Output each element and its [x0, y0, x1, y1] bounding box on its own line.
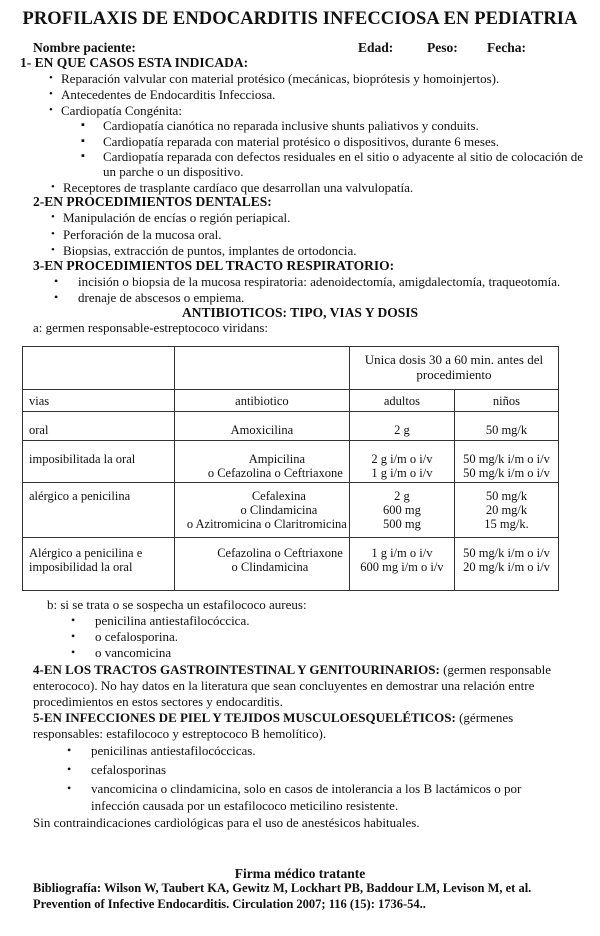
staph-item: • o cefalosporina.	[95, 629, 178, 644]
section4-text: procedimientos en estos sectores y endocarditis.	[33, 694, 283, 709]
section5-item-continuation: infección causada por un estafilococo meticilino resistente.	[91, 798, 399, 813]
table-header-row	[23, 347, 559, 390]
table-row: oral Amoxicilina 2 g 50 mg/k	[23, 412, 559, 441]
weight-label: Peso:	[427, 40, 458, 55]
section5-paragraph: 5-EN INFECCIONES DE PIEL Y TEJIDOS MUSCULOESQUELÉTICOS: (gérmenes	[33, 710, 514, 725]
subheading-a: a: germen responsable-estreptococo viridans:	[33, 320, 268, 335]
section5-item: • penicilinas antiestafilocóccicas.	[91, 743, 256, 758]
subheading-b: b: si se trata o se sospecha un estafilococo aureus:	[47, 597, 307, 612]
section4-paragraph: 4-EN LOS TRACTOS GASTROINTESTINAL Y GENITOURINARIOS: (germen responsable	[33, 662, 552, 677]
column-header-vias: vias	[23, 390, 175, 412]
age-label: Edad:	[358, 40, 394, 55]
section1-subitem: ▪ Cardiopatía reparada con defectos residuales en el sitio o adyacente al sitio de colocación de	[103, 149, 583, 164]
section1-item: • Receptores de trasplante cardíaco que desarrollan una valvulopatía.	[63, 180, 413, 195]
section5-item: • cefalosporinas	[91, 762, 166, 777]
section3-heading: 3-EN PROCEDIMIENTOS DEL TRACTO RESPIRATORIO:	[33, 258, 395, 273]
antibiotics-table	[22, 346, 559, 591]
section5-text: responsables: estafilococo y estreptococo B hemolítico).	[33, 726, 327, 741]
staph-item: • o vancomicina	[95, 645, 171, 660]
section1-subitem-continuation: un parche o un dispositivo.	[103, 164, 244, 179]
section1-heading: 1- EN QUE CASOS ESTA INDICADA:	[20, 55, 249, 70]
dose-header: Unica dosis 30 a 60 min. antes del procedimiento	[349, 347, 558, 390]
section1-item: • Reparación valvular con material protésico (mecánicas, bioprótesis y homoinjertos).	[61, 71, 499, 86]
column-header-antibiotico: antibiotico	[174, 390, 349, 412]
section2-item: • Manipulación de encías o región periapical.	[63, 210, 290, 225]
staph-item: • penicilina antiestafilocóccica.	[95, 613, 249, 628]
section2-item: • Biopsias, extracción de puntos, implantes de ortodoncia.	[63, 243, 357, 258]
signature-label: Firma médico tratante	[234, 866, 366, 881]
patient-name-label: Nombre paciente:	[33, 40, 136, 55]
section1-item: • Antecedentes de Endocarditis Infecciosa.	[61, 87, 275, 102]
section3-item: • incisión o biopsia de la mucosa respiratoria: adenoidectomía, amigdalectomía, traqueotomía.	[78, 274, 560, 289]
document-title: PROFILAXIS DE ENDOCARDITIS INFECCIOSA EN PEDIATRIA	[22, 9, 578, 29]
section5-item: • vancomicina o clindamicina, solo en casos de intolerancia a los B lactámicos o por	[91, 781, 521, 796]
bibliography-line: Prevention of Infective Endocarditis. Circulation 2007; 116 (15): 1736-54..	[33, 897, 426, 911]
table-row: imposibilitada la oral Ampicilina o Cefazolina o Ceftriaxone 2 g i/m o i/v 1 g i/m o i/v 50 mg/k i/m o i/v 50 mg/k i/m o i/v	[23, 441, 559, 483]
table-column-header-row	[23, 390, 559, 412]
section4-text: enterococo). No hay datos en la literatura que sean concluyentes en demostrar una relación entre	[33, 678, 535, 693]
table-row: Alérgico a penicilina e imposibilidad la oral Cefazolina o Ceftriaxone o Clindamicina 1 g i/m o i/v 600 mg i/m o i/v 50 mg/k i/m o i/v 20 mg/k i/m o i/v	[23, 538, 559, 591]
section2-item: • Perforación de la mucosa oral.	[63, 227, 221, 242]
section1-item: • Cardiopatía Congénita:	[61, 103, 182, 118]
table-row: alérgico a penicilina Cefalexina o Clindamicina o Azitromicina o Claritromicina 2 g 600 mg 500 mg 50 mg/k 20 mg/k 15 mg/k.	[23, 483, 559, 538]
section1-subitem: ▪ Cardiopatía cianótica no reparada inclusive shunts paliativos y conduits.	[103, 118, 479, 133]
anesthetic-note: Sin contraindicaciones cardiológicas para el uso de anestésicos habituales.	[33, 815, 420, 830]
antibiotics-heading: ANTIBIOTICOS: TIPO, VIAS Y DOSIS	[182, 305, 418, 320]
column-header-adultos: adultos	[349, 390, 454, 412]
section2-heading: 2-EN PROCEDIMIENTOS DENTALES:	[33, 194, 272, 209]
date-label: Fecha:	[487, 40, 526, 55]
section3-item: • drenaje de abscesos o empiema.	[78, 290, 244, 305]
section4-heading: 4-EN LOS TRACTOS GASTROINTESTINAL Y GENITOURINARIOS:	[33, 662, 440, 677]
column-header-ninos: niños	[454, 390, 558, 412]
section1-subitem: ▪ Cardiopatía reparada con material protésico o dispositivos, durante 6 meses.	[103, 134, 499, 149]
bibliography-line: Bibliografía: Wilson W, Taubert KA, Gewitz M, Lockhart PB, Baddour LM, Levison M, et al.	[33, 881, 532, 895]
section5-heading: 5-EN INFECCIONES DE PIEL Y TEJIDOS MUSCULOESQUELÉTICOS:	[33, 710, 456, 725]
